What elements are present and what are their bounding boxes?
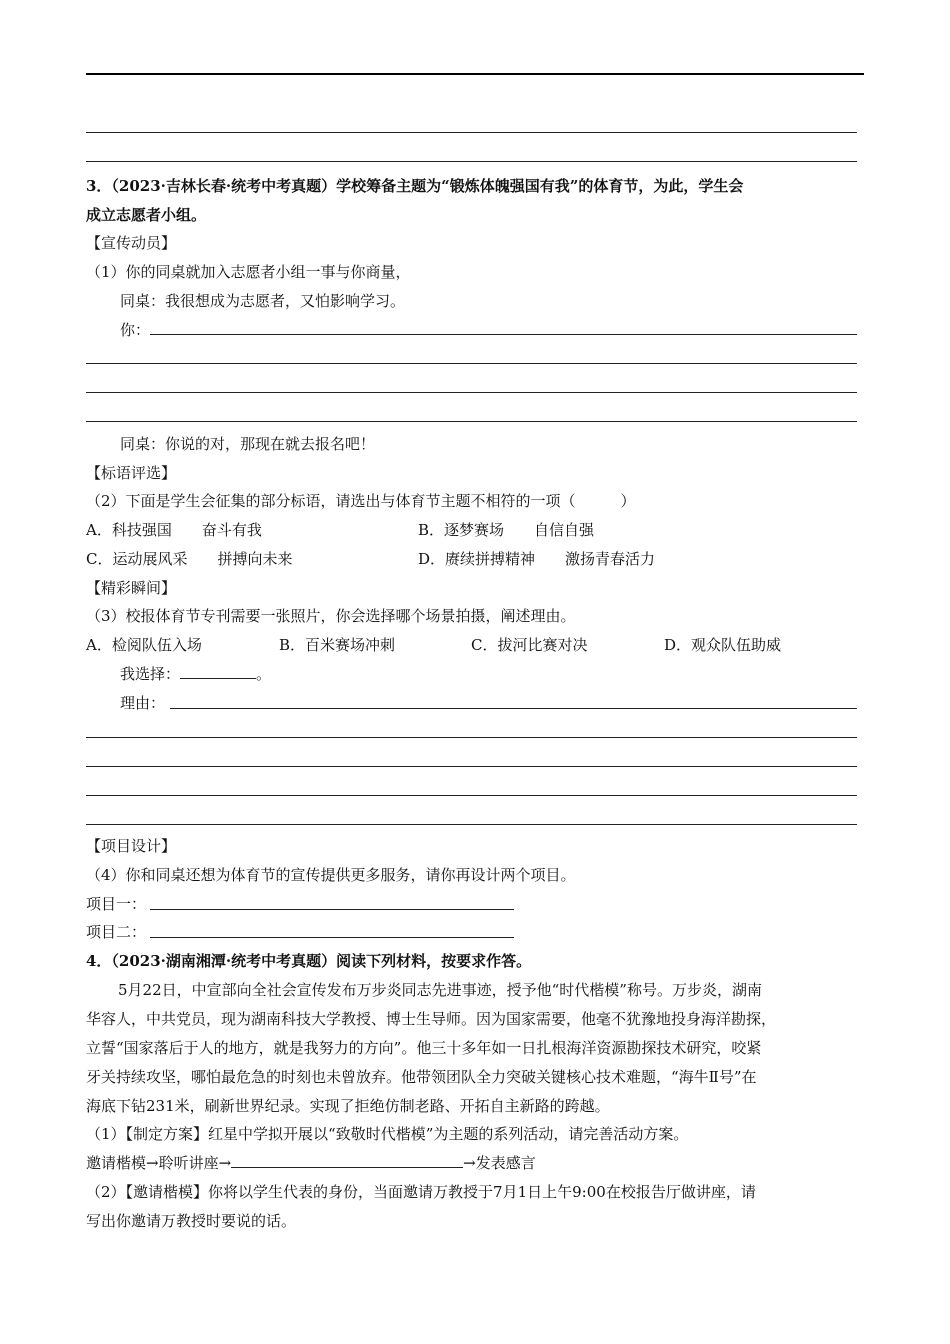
q4-para-line: 华容人，中共党员，现为湖南科技大学教授、博士生导师。因为国家需要，他毫不犹豫地投身海洋勘探， (86, 1010, 777, 1028)
option-a: A．科技强国 奋斗有我 (86, 521, 262, 539)
option-b: B．逐梦赛场 自信自强 (418, 521, 595, 539)
q3-header-cont: 成立志愿者小组。 (86, 206, 207, 224)
q4-part2-cont: 写出你邀请万教授时要说的话。 (86, 1212, 297, 1230)
top-rule (86, 73, 864, 75)
scene-c: C．拔河比赛对决 (471, 636, 588, 654)
project-1-line[interactable] (150, 909, 514, 910)
flow-start: 邀请楷模→聆听讲座→ (86, 1154, 232, 1172)
q3-part2: （2）下面是学生会征集的部分标语，请选出与体育节主题不相符的一项（ ） (86, 492, 636, 510)
q4-part2: （2）【邀请楷模】你将以学生代表的身份，当面邀请万教授于7月1日上午9:00在校报告厅做讲座，请 (86, 1183, 756, 1201)
project-1-label: 项目一： (86, 895, 147, 913)
answer-line[interactable] (86, 737, 857, 738)
answer-line (86, 161, 857, 162)
choice-row (120, 664, 271, 684)
q3-header: 3．（2023·吉林长春·统考中考真题）学校筹备主题为“锻炼体魄强国有我”的体育节，为此，学生会 (86, 177, 744, 195)
deskmate-line-2: 同桌：你说的对，那现在就去报名吧！ (120, 435, 376, 453)
choice-label: 我选择： (120, 665, 181, 683)
section-moment: 【精彩瞬间】 (86, 579, 177, 597)
section-project: 【项目设计】 (86, 837, 177, 855)
deskmate-line-1: 同桌：我很想成为志愿者，又怕影响学习。 (120, 292, 406, 310)
q3-part3: （3）校报体育节专刊需要一张照片，你会选择哪个场景拍摄，阐述理由。 (86, 607, 576, 625)
choice-period: 。 (256, 665, 272, 683)
choice-blank[interactable] (180, 664, 256, 679)
project-2-line[interactable] (150, 937, 514, 938)
answer-line[interactable] (86, 824, 857, 825)
you-label: 你： (120, 321, 151, 339)
answer-line[interactable] (86, 392, 857, 393)
q4-para-line: 海底下钻231米，刷新世界纪录。实现了拒绝仿制老路、开拓自主新路的跨越。 (86, 1097, 610, 1115)
q3-part1: （1）你的同桌就加入志愿者小组一事与你商量， (86, 263, 411, 281)
activity-flow (86, 1153, 536, 1173)
project-2-label: 项目二： (86, 923, 147, 941)
answer-line[interactable] (150, 334, 857, 335)
answer-line[interactable] (86, 421, 857, 422)
q4-part1: （1）【制定方案】红星中学拟开展以“致敬时代楷模”为主题的系列活动，请完善活动方案。 (86, 1125, 689, 1143)
scene-d: D．观众队伍助威 (664, 636, 782, 654)
q4-para-line: 立誓“国家落后于人的地方，就是我努力的方向”。他三十多年如一日扎根海洋资源勘探技术研究，咬紧 (86, 1039, 762, 1057)
q4-para-line: 5月22日，中宣部向全社会宣传发布万步炎同志先进事迹，授予他“时代楷模”称号。万步炎，湖南 (118, 981, 762, 999)
answer-line[interactable] (86, 795, 857, 796)
reason-label: 理由： (120, 694, 166, 712)
answer-line (86, 132, 857, 133)
answer-line[interactable] (86, 363, 857, 364)
section-publicity: 【宣传动员】 (86, 234, 177, 252)
q4-para-line: 牙关持续攻坚，哪怕最危急的时刻也未曾放弃。他带领团队全力突破关键核心技术难题，“海牛Ⅱ号”在 (86, 1068, 757, 1086)
scene-b: B．百米赛场冲刺 (279, 636, 396, 654)
flow-end: →发表感言 (463, 1154, 536, 1172)
q4-header: 4．（2023·湖南湘潭·统考中考真题）阅读下列材料，按要求作答。 (86, 952, 532, 970)
option-c: C．运动展风采 拼搏向未来 (86, 550, 293, 568)
option-d: D．赓续拼搏精神 激扬青春活力 (418, 550, 656, 568)
answer-line[interactable] (86, 766, 857, 767)
answer-line[interactable] (170, 708, 857, 709)
q3-part4: （4）你和同桌还想为体育节的宣传提供更多服务，请你再设计两个项目。 (86, 866, 576, 884)
scene-a: A．检阅队伍入场 (86, 636, 202, 654)
flow-blank[interactable] (231, 1153, 463, 1168)
section-slogan: 【标语评选】 (86, 464, 177, 482)
